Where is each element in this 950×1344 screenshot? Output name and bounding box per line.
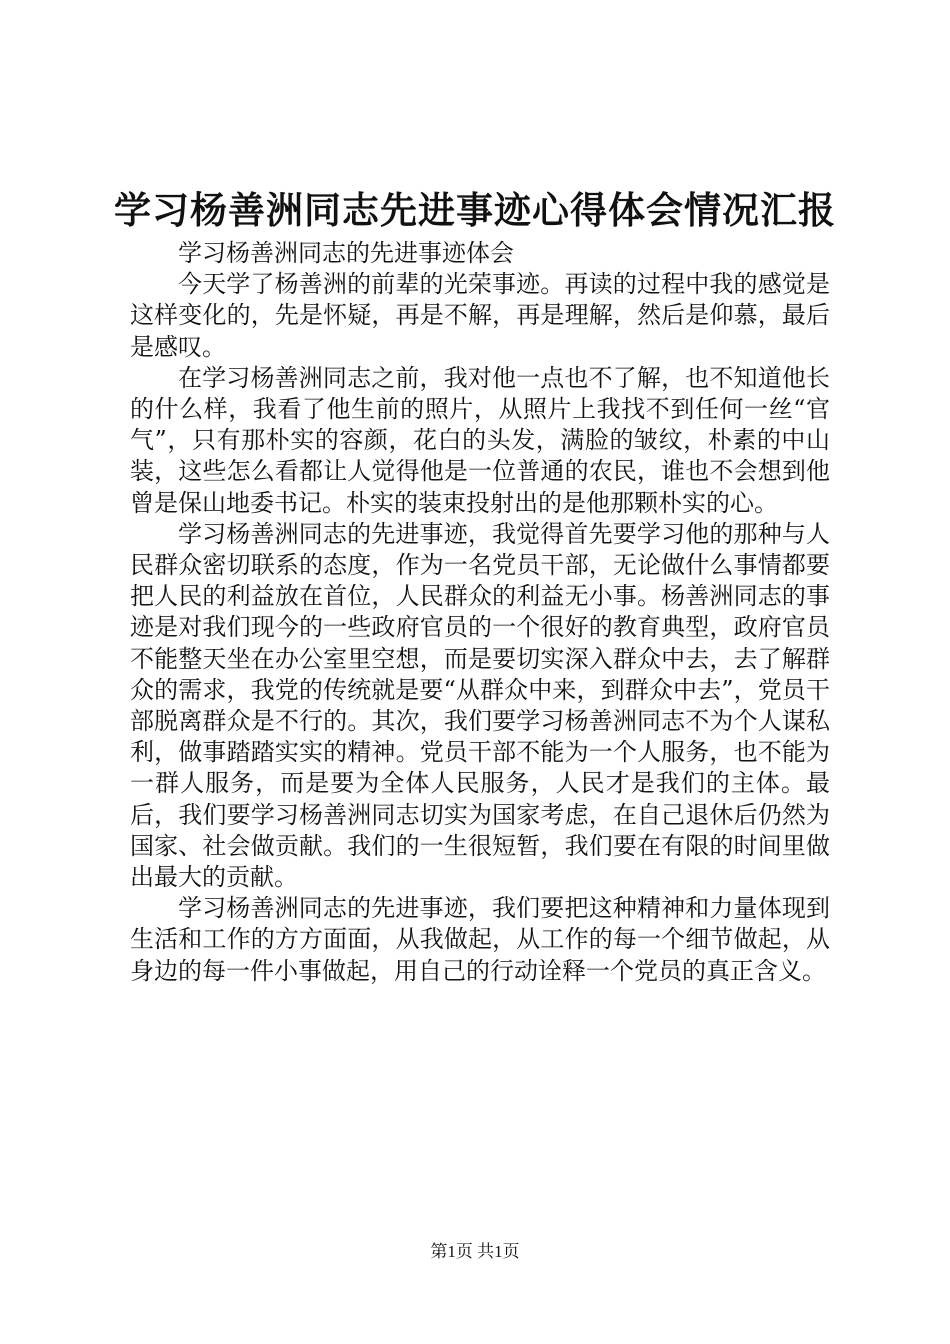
paragraph-4: 学习杨善洲同志的先进事迹，我们要把这种精神和力量体现到生活和工作的方方面面，从我做起，从工作的每一个细节做起，从身边的每一件小事做起，用自己的行动诠释一个党员的真正含义。 [130, 894, 830, 985]
page-footer: 第1页 共1页 [430, 1242, 520, 1261]
document-body [130, 238, 830, 987]
document-title: 学习杨善洲同志先进事迹心得体会情况汇报 [114, 188, 836, 232]
paragraph-2: 在学习杨善洲同志之前，我对他一点也不了解，也不知道他长的什么样，我看了他生前的照片，从照片上我找不到任何一丝“官气”，只有那朴实的容颜，花白的头发，满脸的皱纹，朴素的中山装，这些怎么看都让人觉得他是一位普通的农民，谁也不会想到他曾是保山地委书记。朴实的装束投射出的是他那颗朴实的心。 [130, 363, 830, 517]
document-subtitle: 学习杨善洲同志的先进事迹体会 [178, 239, 514, 267]
paragraph-1: 今天学了杨善洲的前辈的光荣事迹。再读的过程中我的感觉是这样变化的，先是怀疑，再是不解，再是理解，然后是仰慕，最后是感叹。 [130, 270, 830, 361]
paragraph-3: 学习杨善洲同志的先进事迹，我觉得首先要学习他的那种与人民群众密切联系的态度，作为一名党员干部，无论做什么事情都要把人民的利益放在首位，人民群众的利益无小事。杨善洲同志的事迹是对我们现今的一些政府官员的一个很好的教育典型，政府官员不能整天坐在办公室里空想，而是要切实深入群众中去，去了解群众的需求，我党的传统就是要“从群众中来，到群众中去”，党员干部脱离群众是不行的。其次，我们要学习杨善洲同志不为个人谋私利，做事踏踏实实的精神。党员干部不能为一个人服务，也不能为一群人服务，而是要为全体人民服务，人民才是我们的主体。最后，我们要学习杨善洲同志切实为国家考虑，在自己退休后仍然为国家、社会做贡献。我们的一生很短暂，我们要在有限的时间里做出最大的贡献。 [130, 519, 830, 892]
